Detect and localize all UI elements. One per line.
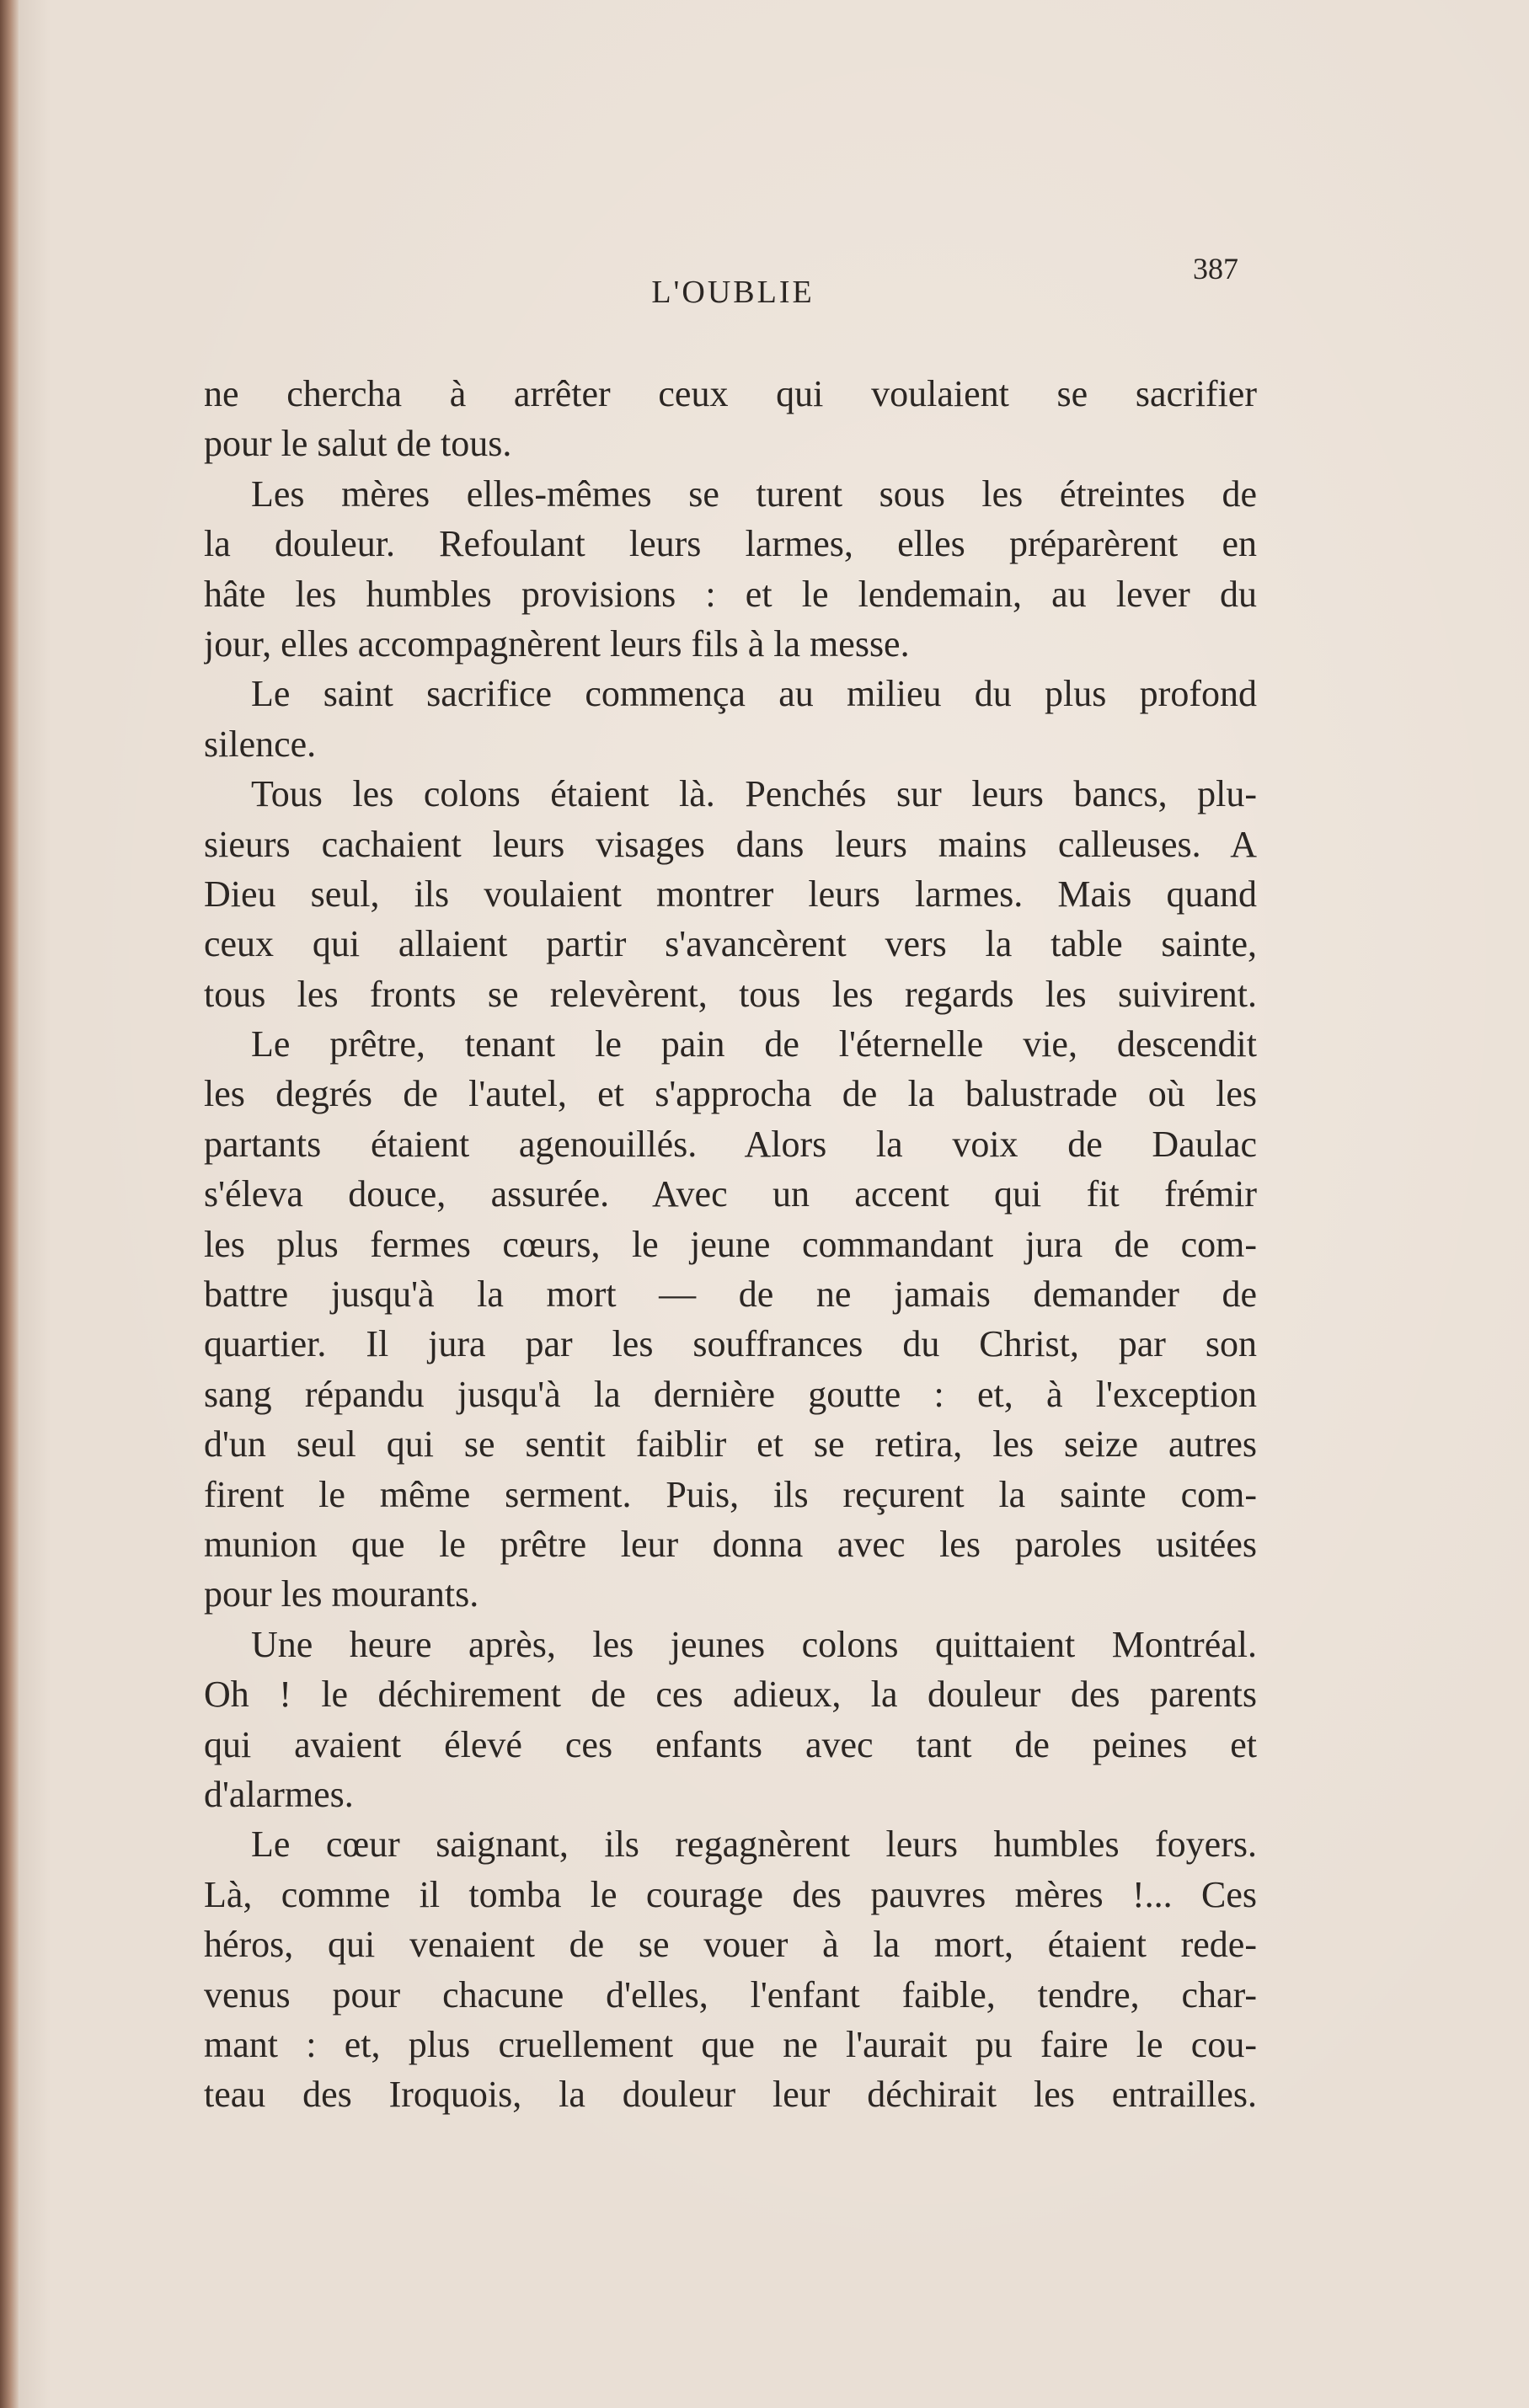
page-number: 387: [1193, 252, 1238, 286]
text-line: Une heure après, les jeunes colons quittaient Montréal.: [251, 1623, 1257, 1665]
text-line: Le prêtre, tenant le pain de l'éternelle vie, descendit: [251, 1023, 1257, 1065]
text-line: munion que le prêtre leur donna avec les paroles usitées: [204, 1523, 1257, 1565]
text-line: quartier. Il jura par les souffrances du Christ, par son: [204, 1323, 1257, 1365]
text-line: ceux qui allaient partir s'avancèrent vers la table sainte,: [204, 923, 1257, 965]
text-line: d'alarmes.: [204, 1773, 354, 1815]
text-line: pour les mourants.: [204, 1573, 479, 1615]
text-line: s'éleva douce, assurée. Avec un accent qui fit frémir: [204, 1173, 1257, 1215]
text-line: Là, comme il tomba le courage des pauvres mères !... Ces: [204, 1873, 1257, 1915]
text-line: jour, elles accompagnèrent leurs fils à la messe.: [204, 622, 910, 665]
text-line: firent le même serment. Puis, ils reçurent la sainte com-: [204, 1473, 1257, 1515]
text-line: venus pour chacune d'elles, l'enfant faible, tendre, char-: [204, 1973, 1257, 2016]
text-line: battre jusqu'à la mort — de ne jamais demander de: [204, 1273, 1257, 1316]
text-line: la douleur. Refoulant leurs larmes, elles préparèrent en: [204, 523, 1257, 565]
text-line: héros, qui venaient de se vouer à la mort, étaient rede-: [204, 1924, 1257, 1966]
text-line: mant : et, plus cruellement que ne l'aurait pu faire le cou-: [204, 2023, 1257, 2065]
text-line: les degrés de l'autel, et s'approcha de la balustrade où les: [204, 1073, 1257, 1115]
text-line: Tous les colons étaient là. Penchés sur leurs bancs, plu-: [251, 773, 1257, 815]
text-line: les plus fermes cœurs, le jeune commandant jura de com-: [204, 1223, 1257, 1265]
running-head: L'OUBLIE: [651, 275, 815, 310]
text-line: sieurs cachaient leurs visages dans leurs mains calleuses. A: [204, 823, 1257, 865]
text-line: tous les fronts se relevèrent, tous les regards les suivirent.: [204, 973, 1257, 1015]
text-line: d'un seul qui se sentit faiblir et se retira, les seize autres: [204, 1423, 1257, 1466]
text-line: Dieu seul, ils voulaient montrer leurs larmes. Mais quand: [204, 873, 1257, 915]
text-line: hâte les humbles provisions : et le lendemain, au lever du: [204, 573, 1257, 615]
text-line: silence.: [204, 723, 317, 765]
text-line: qui avaient élevé ces enfants avec tant de peines et: [204, 1723, 1257, 1765]
text-line: ne chercha à arrêter ceux qui voulaient se sacrifier: [204, 373, 1257, 414]
text-line: Le saint sacrifice commença au milieu du plus profond: [251, 673, 1257, 715]
text-line: Le cœur saignant, ils regagnèrent leurs humbles foyers.: [251, 1823, 1257, 1866]
text-line: pour le salut de tous.: [204, 423, 512, 465]
binding-edge: [0, 0, 19, 2408]
text-line: Les mères elles-mêmes se turent sous les étreintes de: [251, 473, 1257, 515]
text-line: Oh ! le déchirement de ces adieux, la douleur des parents: [204, 1674, 1257, 1716]
body-text: [204, 369, 1257, 2120]
text-line: partants étaient agenouillés. Alors la voix de Daulac: [204, 1123, 1257, 1165]
text-line: sang répandu jusqu'à la dernière goutte : et, à l'exception: [204, 1373, 1257, 1415]
text-line: teau des Iroquois, la douleur leur déchirait les entrailles.: [204, 2074, 1257, 2116]
